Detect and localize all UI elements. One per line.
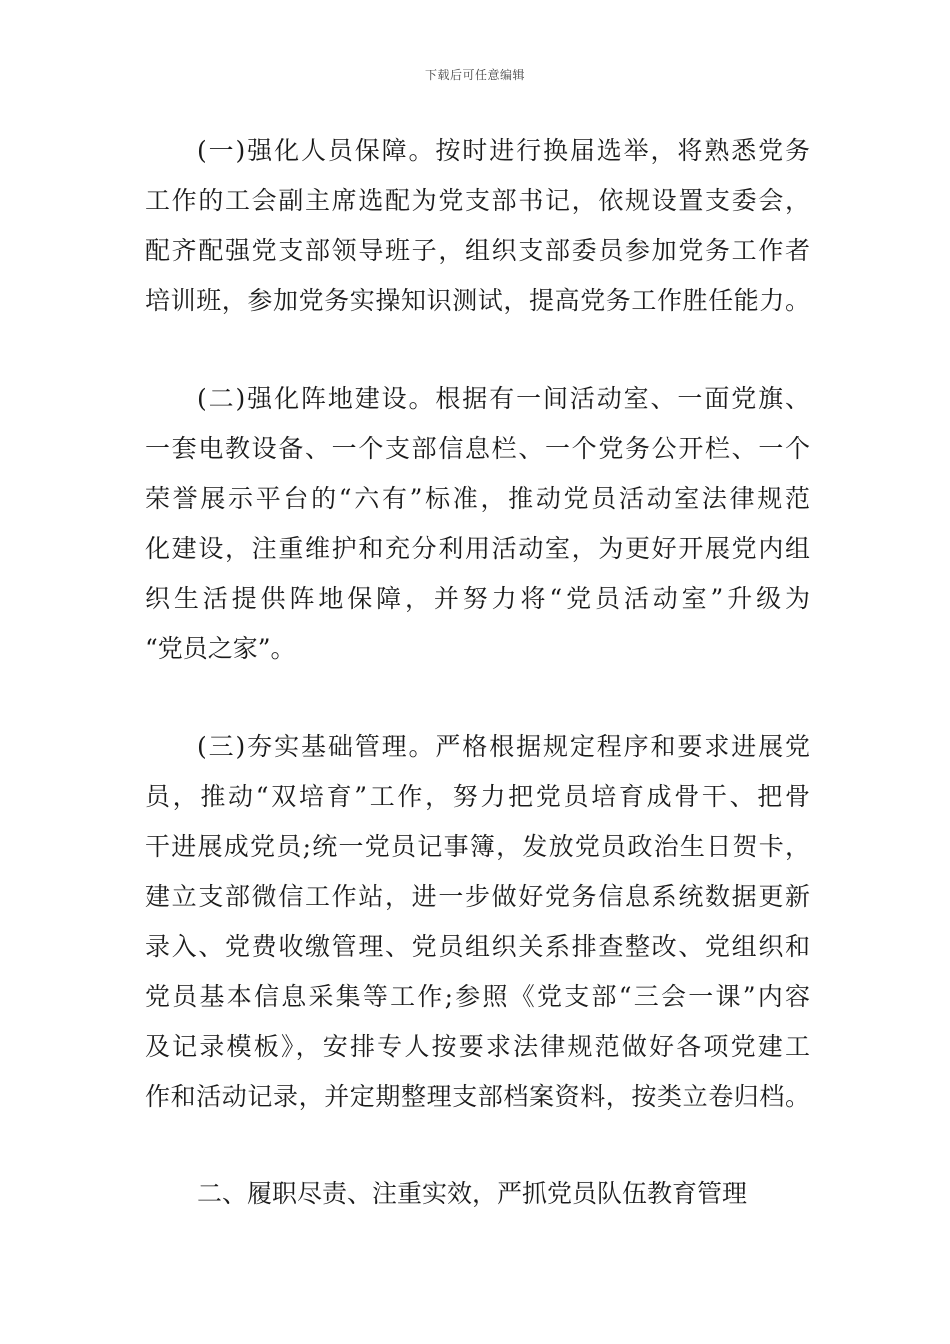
text-line: 化建设，注重维护和充分利用活动室，为更好开展党内组 — [145, 534, 810, 563]
text-line: 一套电教设备、一个支部信息栏、一个党务公开栏、一个 — [145, 434, 810, 463]
text-line: (三)夯实基础管理。严格根据规定程序和要求进展党 — [197, 732, 810, 761]
text-line: “党员之家”。 — [145, 634, 296, 663]
text-line: 工作的工会副主席选配为党支部书记，依规设置支委会， — [145, 186, 810, 215]
text-line: 培训班，参加党务实操知识测试，提高党务工作胜任能力。 — [145, 286, 810, 315]
text-line: 党员基本信息采集等工作;参照《党支部“三会一课”内容 — [145, 982, 810, 1011]
text-line: 建立支部微信工作站，进一步做好党务信息系统数据更新 — [145, 882, 810, 911]
text-line: 织生活提供阵地保障，并努力将“党员活动室”升级为 — [145, 584, 810, 613]
text-line: 荣誉展示平台的“六有”标准，推动党员活动室法律规范 — [145, 484, 810, 513]
section-heading: 二、履职尽责、注重实效，严抓党员队伍教育管理 — [197, 1179, 748, 1208]
text-line: 干进展成党员;统一党员记事簿，发放党员政治生日贺卡， — [145, 832, 810, 861]
text-line: (二)强化阵地建设。根据有一间活动室、一面党旗、 — [197, 384, 810, 413]
text-line: (一)强化人员保障。按时进行换届选举，将熟悉党务 — [197, 136, 810, 165]
text-line: 配齐配强党支部领导班子，组织支部委员参加党务工作者 — [145, 236, 810, 265]
text-line: 及记录模板》，安排专人按要求法律规范做好各项党建工 — [145, 1032, 810, 1061]
text-line: 录入、党费收缴管理、党员组织关系排查整改、党组织和 — [145, 932, 810, 961]
text-line: 作和活动记录，并定期整理支部档案资料，按类立卷归档。 — [145, 1082, 810, 1111]
page-header: 下载后可任意编辑 — [424, 68, 525, 82]
text-line: 员，推动“双培育”工作，努力把党员培育成骨干、把骨 — [145, 782, 810, 811]
